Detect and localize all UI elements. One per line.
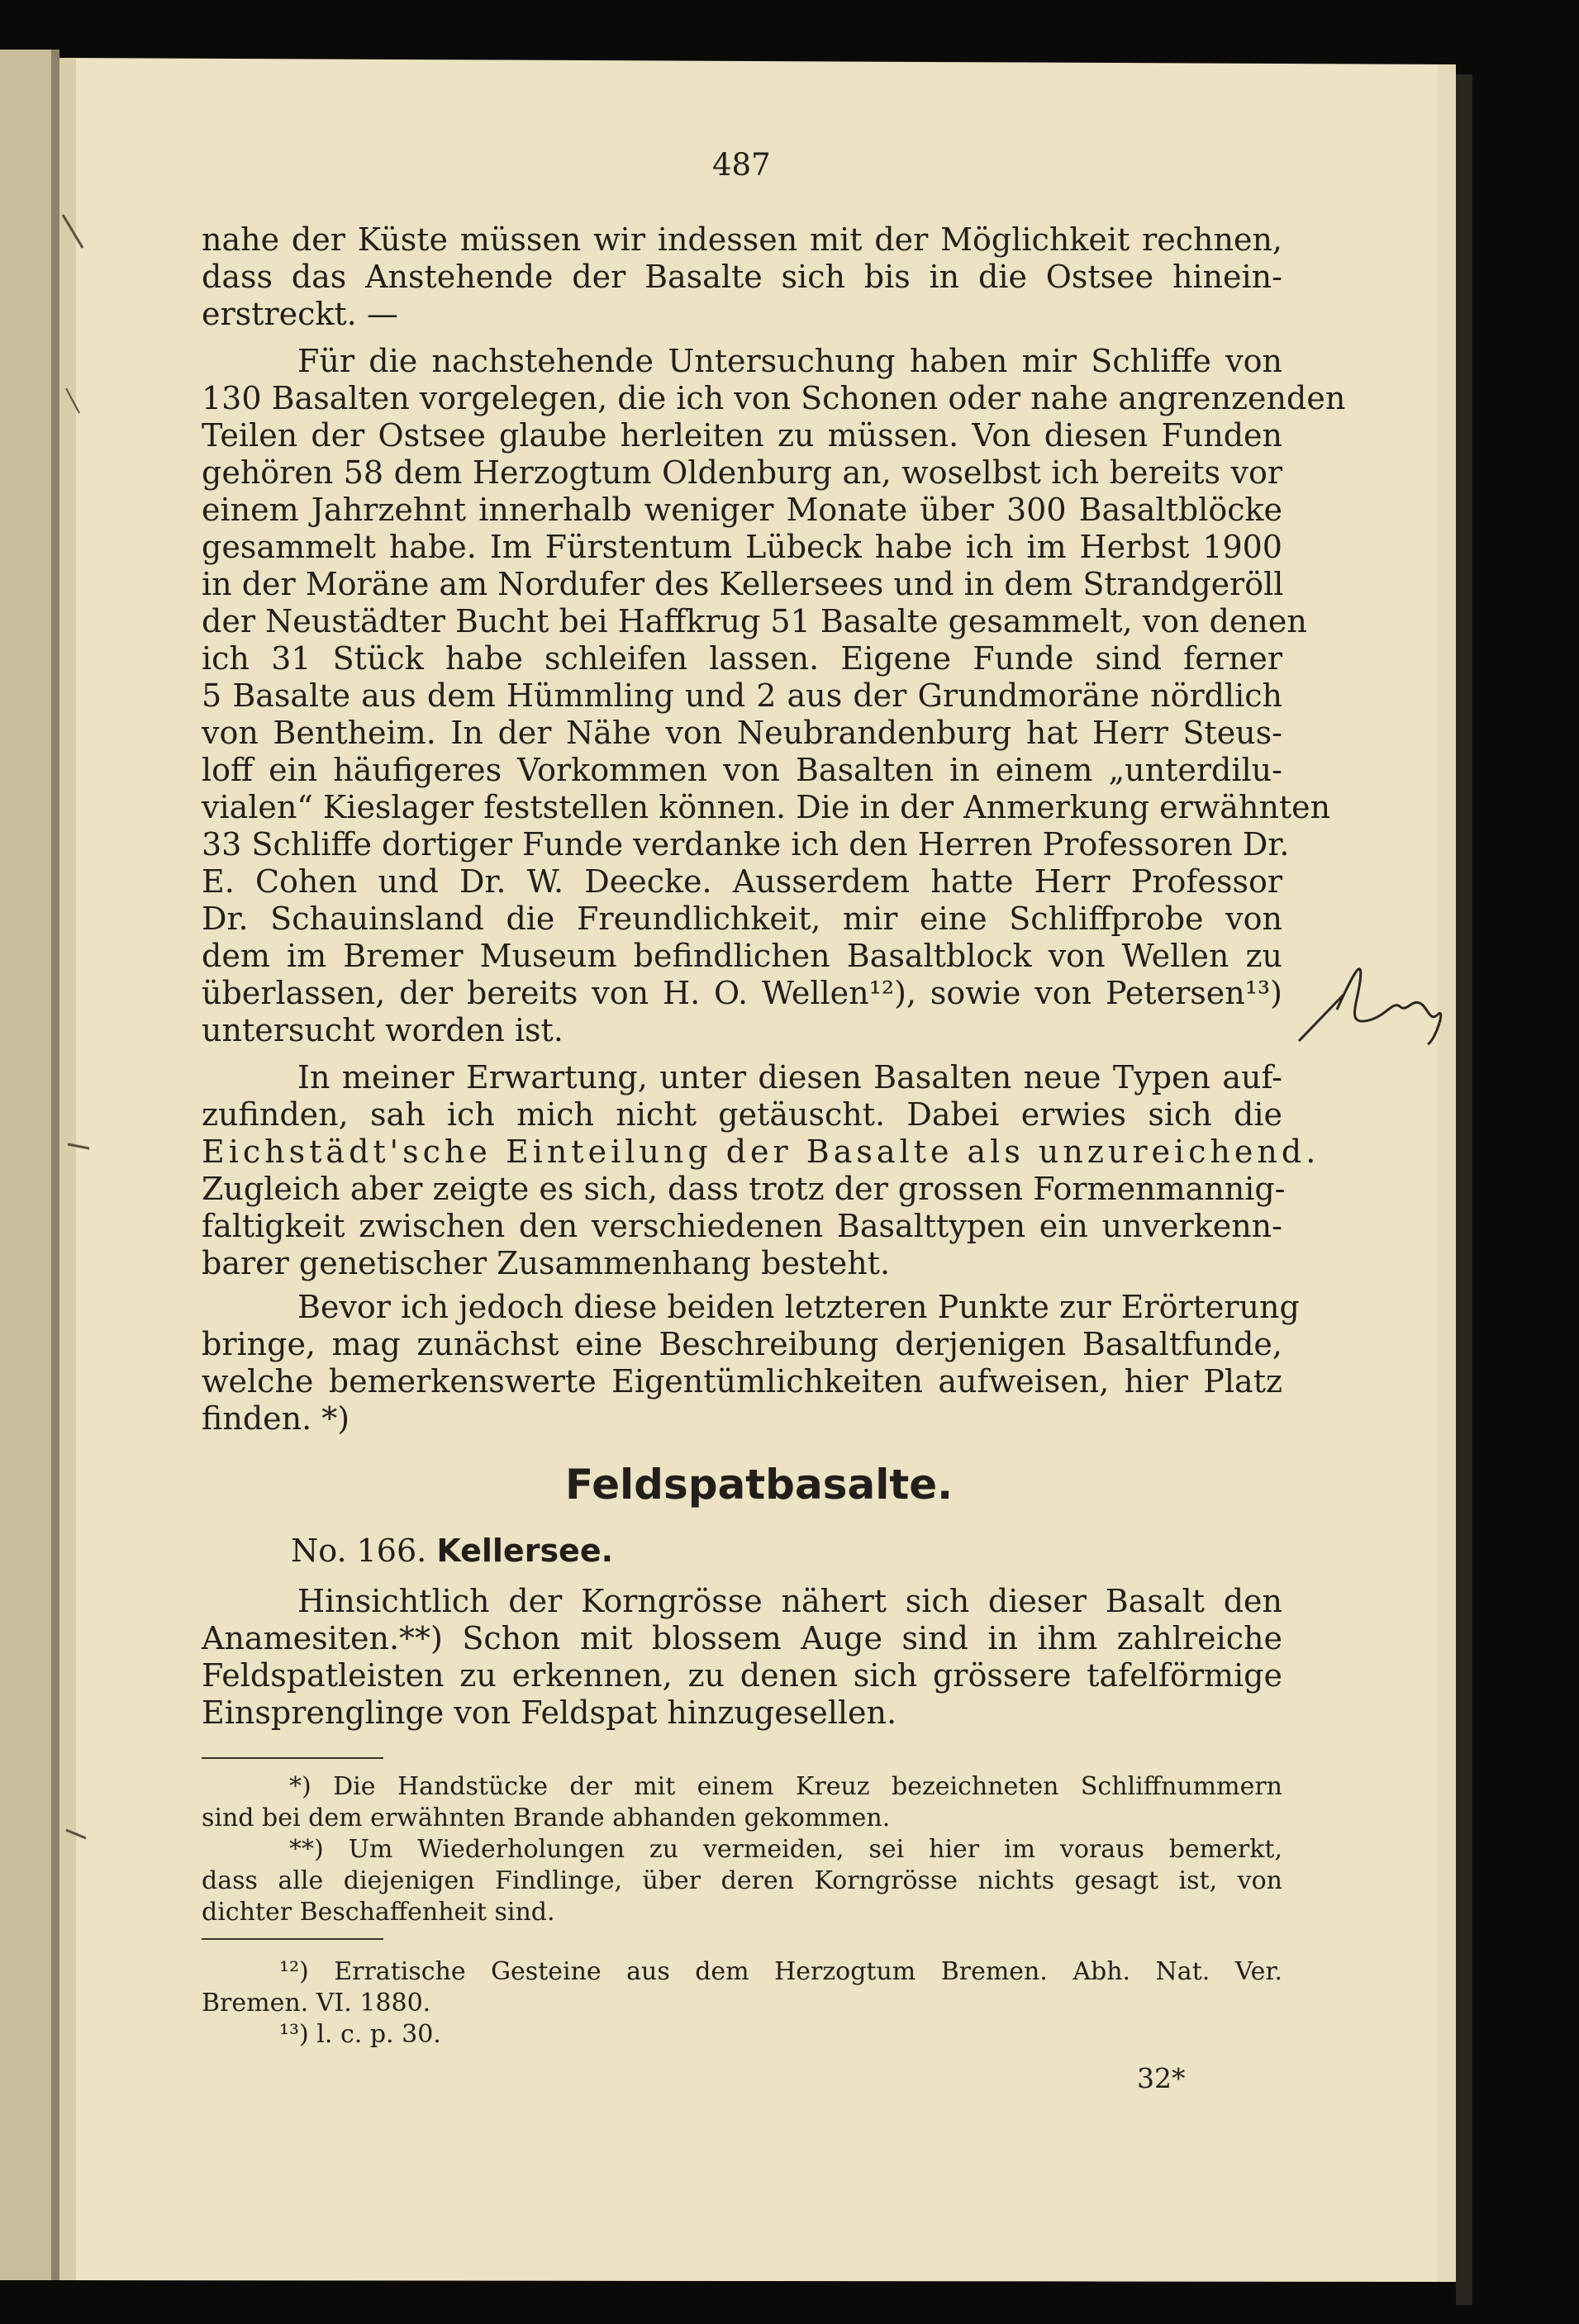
body-line: 5 Basalte aus dem Hümmling und 2 aus der Grundmoräne nördlich: [202, 677, 1282, 714]
body-line: In meiner Erwartung, unter diesen Basalten neue Typen auf-: [297, 1059, 1282, 1095]
body-line: Anamesiten.**) Schon mit blossem Auge sind in ihm zahlreiche: [202, 1620, 1282, 1656]
body-line: Für die nachstehende Untersuchung haben mir Schliffe von: [297, 343, 1282, 379]
body-line: ich 31 Stück habe schleifen lassen. Eigene Funde sind ferner: [202, 640, 1282, 677]
body-line: welche bemerkenswerte Eigentümlichkeiten aufweisen, hier Platz: [202, 1363, 1282, 1400]
body-line: E. Cohen und Dr. W. Deecke. Ausserdem hatte Herr Professor: [202, 863, 1282, 900]
footnote-rule: [202, 1757, 383, 1759]
footnote-line: dichter Beschaffenheit sind.: [202, 1898, 555, 1927]
section-heading: Feldspatbasalte.: [565, 1461, 954, 1509]
body-line: gesammelt habe. Im Fürstentum Lübeck habe ich im Herbst 1900: [202, 529, 1282, 565]
body-line: faltigkeit zwischen den verschiedenen Basalttypen ein unverkenn-: [202, 1208, 1282, 1244]
body-line: barer genetischer Zusammenhang besteht.: [202, 1245, 891, 1281]
body-line: zufinden, sah ich mich nicht getäuscht. Dabei erwies sich die: [202, 1096, 1282, 1133]
body-line: dass das Anstehende der Basalte sich bis in die Ostsee hinein-: [202, 259, 1282, 295]
footnote-line: Bremen. VI. 1880.: [202, 1989, 431, 2017]
entry-heading: [291, 1533, 613, 1569]
body-line: 130 Basalten vorgelegen, die ich von Schonen oder nahe angrenzenden: [202, 380, 1346, 416]
footnote-line: *) Die Handstücke der mit einem Kreuz bezeichneten Schliffnummern: [289, 1772, 1282, 1801]
body-line: Zugleich aber zeigte es sich, dass trotz der grossen Formenmannig-: [202, 1171, 1286, 1207]
body-line: erstreckt. —: [202, 296, 398, 332]
entry-number: No. 166.: [291, 1533, 427, 1569]
body-line: bringe, mag zunächst eine Beschreibung derjenigen Basaltfunde,: [202, 1326, 1282, 1362]
footnote-line: sind bei dem erwähnten Brande abhanden gekommen.: [202, 1804, 891, 1832]
footnote-rule: [202, 1938, 383, 1940]
body-line: einem Jahrzehnt innerhalb weniger Monate über 300 Basaltblöcke: [202, 492, 1282, 528]
body-line: dem im Bremer Museum befindlichen Basaltblock von Wellen zu: [202, 938, 1282, 974]
body-line: finden. *): [202, 1400, 350, 1437]
body-line-with-correction: überlassen, der bereits von H. O. Wellen¹²), sowie von Petersen¹³): [202, 975, 1282, 1011]
body-line: 33 Schliffe dortiger Funde verdanke ich den Herren Professoren Dr.: [202, 826, 1290, 863]
body-line: Einsprenglinge von Feldspat hinzugesellen.: [202, 1694, 897, 1731]
body-line: Feldspatleisten zu erkennen, zu denen sich grössere tafelförmige: [202, 1657, 1282, 1694]
body-line: von Bentheim. In der Nähe von Neubrandenburg hat Herr Steus-: [202, 715, 1282, 751]
body-line: in der Moräne am Nordufer des Kellersees und in dem Strandgeröll: [202, 566, 1284, 602]
body-line: Teilen der Ostsee glaube herleiten zu müssen. Von diesen Funden: [202, 417, 1282, 454]
body-line: nahe der Küste müssen wir indessen mit der Möglichkeit rechnen,: [202, 221, 1282, 258]
footnote-line: ¹²) Erratische Gesteine aus dem Herzogtum Bremen. Abh. Nat. Ver.: [279, 1957, 1282, 1986]
body-line: der Neustädter Bucht bei Haffkrug 51 Basalte gesammelt, von denen: [202, 603, 1307, 639]
footnote-line: dass alle diejenigen Findlinge, über deren Korngrösse nichts gesagt ist, von: [202, 1866, 1282, 1895]
body-line: Bevor ich jedoch diese beiden letzteren Punkte zur Erörterung: [297, 1289, 1300, 1325]
body-line: vialen“ Kieslager feststellen können. Die in der Anmerkung erwähnten: [202, 789, 1331, 825]
footnote-line: **) Um Wiederholungen zu vermeiden, sei hier im voraus bemerkt,: [289, 1835, 1282, 1864]
page-number: 487: [712, 147, 771, 183]
body-line: Dr. Schauinsland die Freundlichkeit, mir eine Schliffprobe von: [202, 901, 1282, 937]
body-line: gehören 58 dem Herzogtum Oldenburg an, woselbst ich bereits vor: [202, 454, 1282, 491]
footnote-line: ¹³) l. c. p. 30.: [279, 2020, 441, 2049]
gathering-mark: 32*: [1137, 2062, 1186, 2094]
body-line: untersucht worden ist.: [202, 1012, 564, 1048]
body-line: loff ein häufigeres Vorkommen von Basalten in einem „unterdilu-: [202, 752, 1282, 788]
entry-name: Kellersee.: [436, 1533, 614, 1569]
body-line: Eichstädt'sche Einteilung der Basalte als unzureichend.: [202, 1133, 1320, 1170]
body-line: Hinsichtlich der Korngrösse nähert sich dieser Basalt den: [297, 1583, 1282, 1619]
